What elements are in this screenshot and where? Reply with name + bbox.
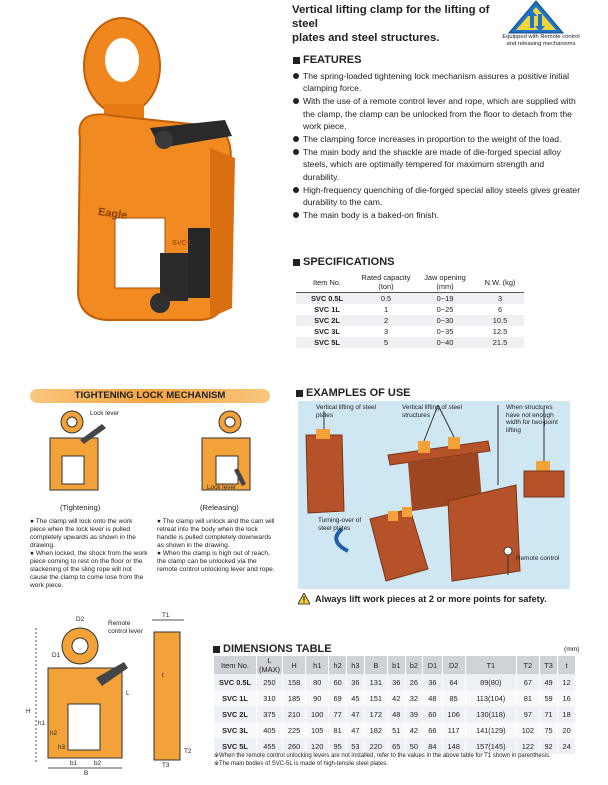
tightening-diagram bbox=[40, 408, 120, 498]
product-photo bbox=[60, 8, 260, 348]
features-list bbox=[293, 70, 581, 222]
bullet-icon bbox=[293, 212, 299, 218]
table-row: SVC 5L 5 0~40 21.5 bbox=[296, 337, 524, 348]
remote-note-line-1: Equipped with Remote control bbox=[502, 34, 580, 40]
spec-header-row bbox=[296, 272, 524, 293]
dimensions-title: DIMENSIONS TABLE bbox=[223, 643, 332, 655]
safety-warning bbox=[298, 593, 547, 605]
feature-item: The main body and the shackle are made of die-forged special alloy steels, which are optimally tempered for maximum strength and durability. bbox=[293, 146, 581, 183]
bullet-icon bbox=[293, 149, 299, 155]
product-model-label: SVC-L bbox=[172, 240, 193, 247]
page-title bbox=[292, 3, 507, 45]
tightening-description bbox=[30, 518, 150, 590]
dim-label-t3: T3 bbox=[162, 762, 170, 769]
dim-label-b1: b1 bbox=[70, 760, 78, 767]
section-square-icon bbox=[213, 646, 220, 653]
bullet-icon bbox=[293, 136, 299, 142]
specifications-title: SPECIFICATIONS bbox=[303, 256, 395, 268]
feature-item: With the use of a remote control lever and rope, which are supplied with the clamp, the clamp can be unlocked from the floor to detach from the work piece. bbox=[293, 95, 581, 132]
section-square-icon bbox=[293, 57, 300, 64]
warning-icon bbox=[298, 593, 310, 605]
bullet-icon bbox=[293, 98, 299, 104]
table-row: SVC 3L 405 225 105 81 47 182 51 42 66 117 141(129) 102 75 20 bbox=[214, 722, 576, 738]
spec-header-nw: N.W. (kg) bbox=[476, 272, 524, 293]
tightening-title: TIGHTENING LOCK MECHANISM bbox=[74, 390, 226, 401]
table-row: SVC 3L 3 0~35 12.5 bbox=[314, 327, 508, 336]
examples-illustration bbox=[298, 401, 570, 589]
dimensions-note-1: ※When the remote control unlocking levers are not installed, refer to the values in the above table for T1 shown in parenthesis. bbox=[214, 753, 551, 759]
tightening-label: (Tightening) bbox=[60, 503, 101, 512]
lock-lever-label-bottom: Lock lever bbox=[207, 484, 237, 491]
example-label-structure-width: When structures have not enough width for two-point lifting bbox=[506, 404, 558, 434]
section-square-icon bbox=[296, 390, 303, 397]
releasing-description bbox=[157, 518, 277, 574]
feature-item: The main body is a baked-on finish. bbox=[293, 209, 581, 221]
dimension-diagram bbox=[12, 612, 202, 780]
table-row: SVC 5L 455 260 120 95 53 220 65 50 84 148 157(145) 122 92 24 bbox=[214, 738, 576, 754]
section-square-icon bbox=[293, 259, 300, 266]
table-row: SVC 2L 375 210 100 77 47 172 48 39 60 106 130(118) 97 71 18 bbox=[214, 706, 576, 722]
releasing-text-2: ● When the clamp is high out of reach, the clamp can be unlocked via the remote control unlocking lever and rope. bbox=[157, 550, 275, 573]
dim-label-h3: h3 bbox=[58, 744, 66, 751]
releasing-label: (Releasing) bbox=[200, 503, 239, 512]
remote-control-note bbox=[486, 34, 596, 48]
table-row: SVC 0.5L 0.5 0~19 3 bbox=[296, 293, 524, 305]
dim-label-d1: D1 bbox=[52, 652, 61, 659]
example-label-vertical-structures: Vertical lifting of steel structures bbox=[402, 404, 463, 419]
dim-label-b2: b2 bbox=[94, 760, 102, 767]
example-label-remote: Remote control bbox=[516, 555, 560, 562]
dim-label-h1: h1 bbox=[38, 720, 46, 727]
dim-label-b: B bbox=[84, 770, 89, 777]
example-label-turning: Turning-over of steel plates bbox=[318, 517, 362, 532]
releasing-text-1: ● The clamp will unlock and the cam will retreat into the body when the lock handle is pulled completely downwards as shown in the drawing. bbox=[157, 518, 275, 549]
tightening-banner bbox=[30, 389, 270, 403]
examples-heading bbox=[296, 387, 411, 399]
safety-warning-text: Always lift work pieces at 2 or more points for safety. bbox=[315, 594, 547, 604]
dim-label-t1: T1 bbox=[162, 612, 170, 619]
table-row: SVC 1L 1 0~25 6 bbox=[314, 305, 503, 314]
dim-label-h2: h2 bbox=[50, 730, 58, 737]
feature-item: The spring-loaded tightening lock mechanism assures a positive initial clamping force. bbox=[293, 70, 581, 94]
remote-lever-label: Remote control lever bbox=[108, 620, 143, 635]
product-brand-label: Eagle bbox=[97, 206, 129, 222]
title-line-2: plates and steel structures. bbox=[292, 32, 440, 44]
spec-header-item: Item No. bbox=[296, 272, 358, 293]
feature-item: High-frequency quenching of die-forged special alloy steels gives greater durability to the cam. bbox=[293, 184, 581, 208]
dim-label-d2: D2 bbox=[76, 616, 85, 623]
dimensions-note-2: ※The main bodies of SVC-5L is made of high-tensile steel plates. bbox=[214, 761, 388, 767]
remote-note-line-2: and releasing mechanisms bbox=[506, 41, 576, 47]
title-line-1: Vertical lifting clamp for the lifting of steel bbox=[292, 4, 490, 30]
dim-label-t: t bbox=[162, 672, 164, 679]
dimensions-notes bbox=[214, 752, 594, 768]
spec-header-capacity: Rated capacity (ton) bbox=[358, 272, 414, 293]
tightening-text-2: ● When locked, the shock from the work piece coming to rest on the floor or the slackening of the sling rope will not cause the clamp to come lose from the work piece. bbox=[30, 550, 148, 589]
table-row: SVC 0.5L 250 158 80 60 36 131 36 26 36 64 89(80) 67 49 12 bbox=[214, 674, 576, 690]
dim-label-t2: T2 bbox=[184, 748, 192, 755]
example-label-vertical-plates: Vertical lifting of steel plates bbox=[316, 404, 377, 419]
features-title: FEATURES bbox=[303, 54, 362, 66]
dim-label-h: H bbox=[26, 708, 31, 715]
dimensions-table bbox=[214, 656, 576, 754]
spec-header-jaw: Jaw opening (mm) bbox=[414, 272, 476, 293]
specifications-heading bbox=[293, 256, 394, 268]
tightening-text-1: ● The clamp will lock onto the work piece when the lock lever is pulled completely upwards as shown in the drawing. bbox=[30, 518, 136, 549]
bullet-icon bbox=[293, 187, 299, 193]
lock-lever-label-top: Lock lever bbox=[90, 410, 120, 417]
dim-label-l: L bbox=[126, 690, 130, 697]
features-heading bbox=[293, 54, 361, 66]
dim-header-row: Item No. L (MAX) H h1 h2 h3 B b1 b2 D1 D2 T1 T2 T3 t bbox=[214, 656, 576, 674]
remote-control-badge bbox=[508, 0, 564, 34]
table-row: SVC 2L 2 0~30 10.5 bbox=[296, 315, 524, 326]
feature-item: The clamping force increases in proportion to the weight of the load. bbox=[293, 133, 581, 145]
dimensions-unit: (mm) bbox=[564, 646, 580, 653]
dimensions-heading bbox=[213, 643, 332, 655]
table-row: SVC 1L 310 185 90 69 45 151 42 32 48 85 113(104) 81 59 16 bbox=[214, 690, 576, 706]
examples-title: EXAMPLES OF USE bbox=[306, 387, 411, 399]
bullet-icon bbox=[293, 73, 299, 79]
specifications-table bbox=[296, 272, 524, 348]
warning-triangle-icon bbox=[508, 0, 564, 34]
